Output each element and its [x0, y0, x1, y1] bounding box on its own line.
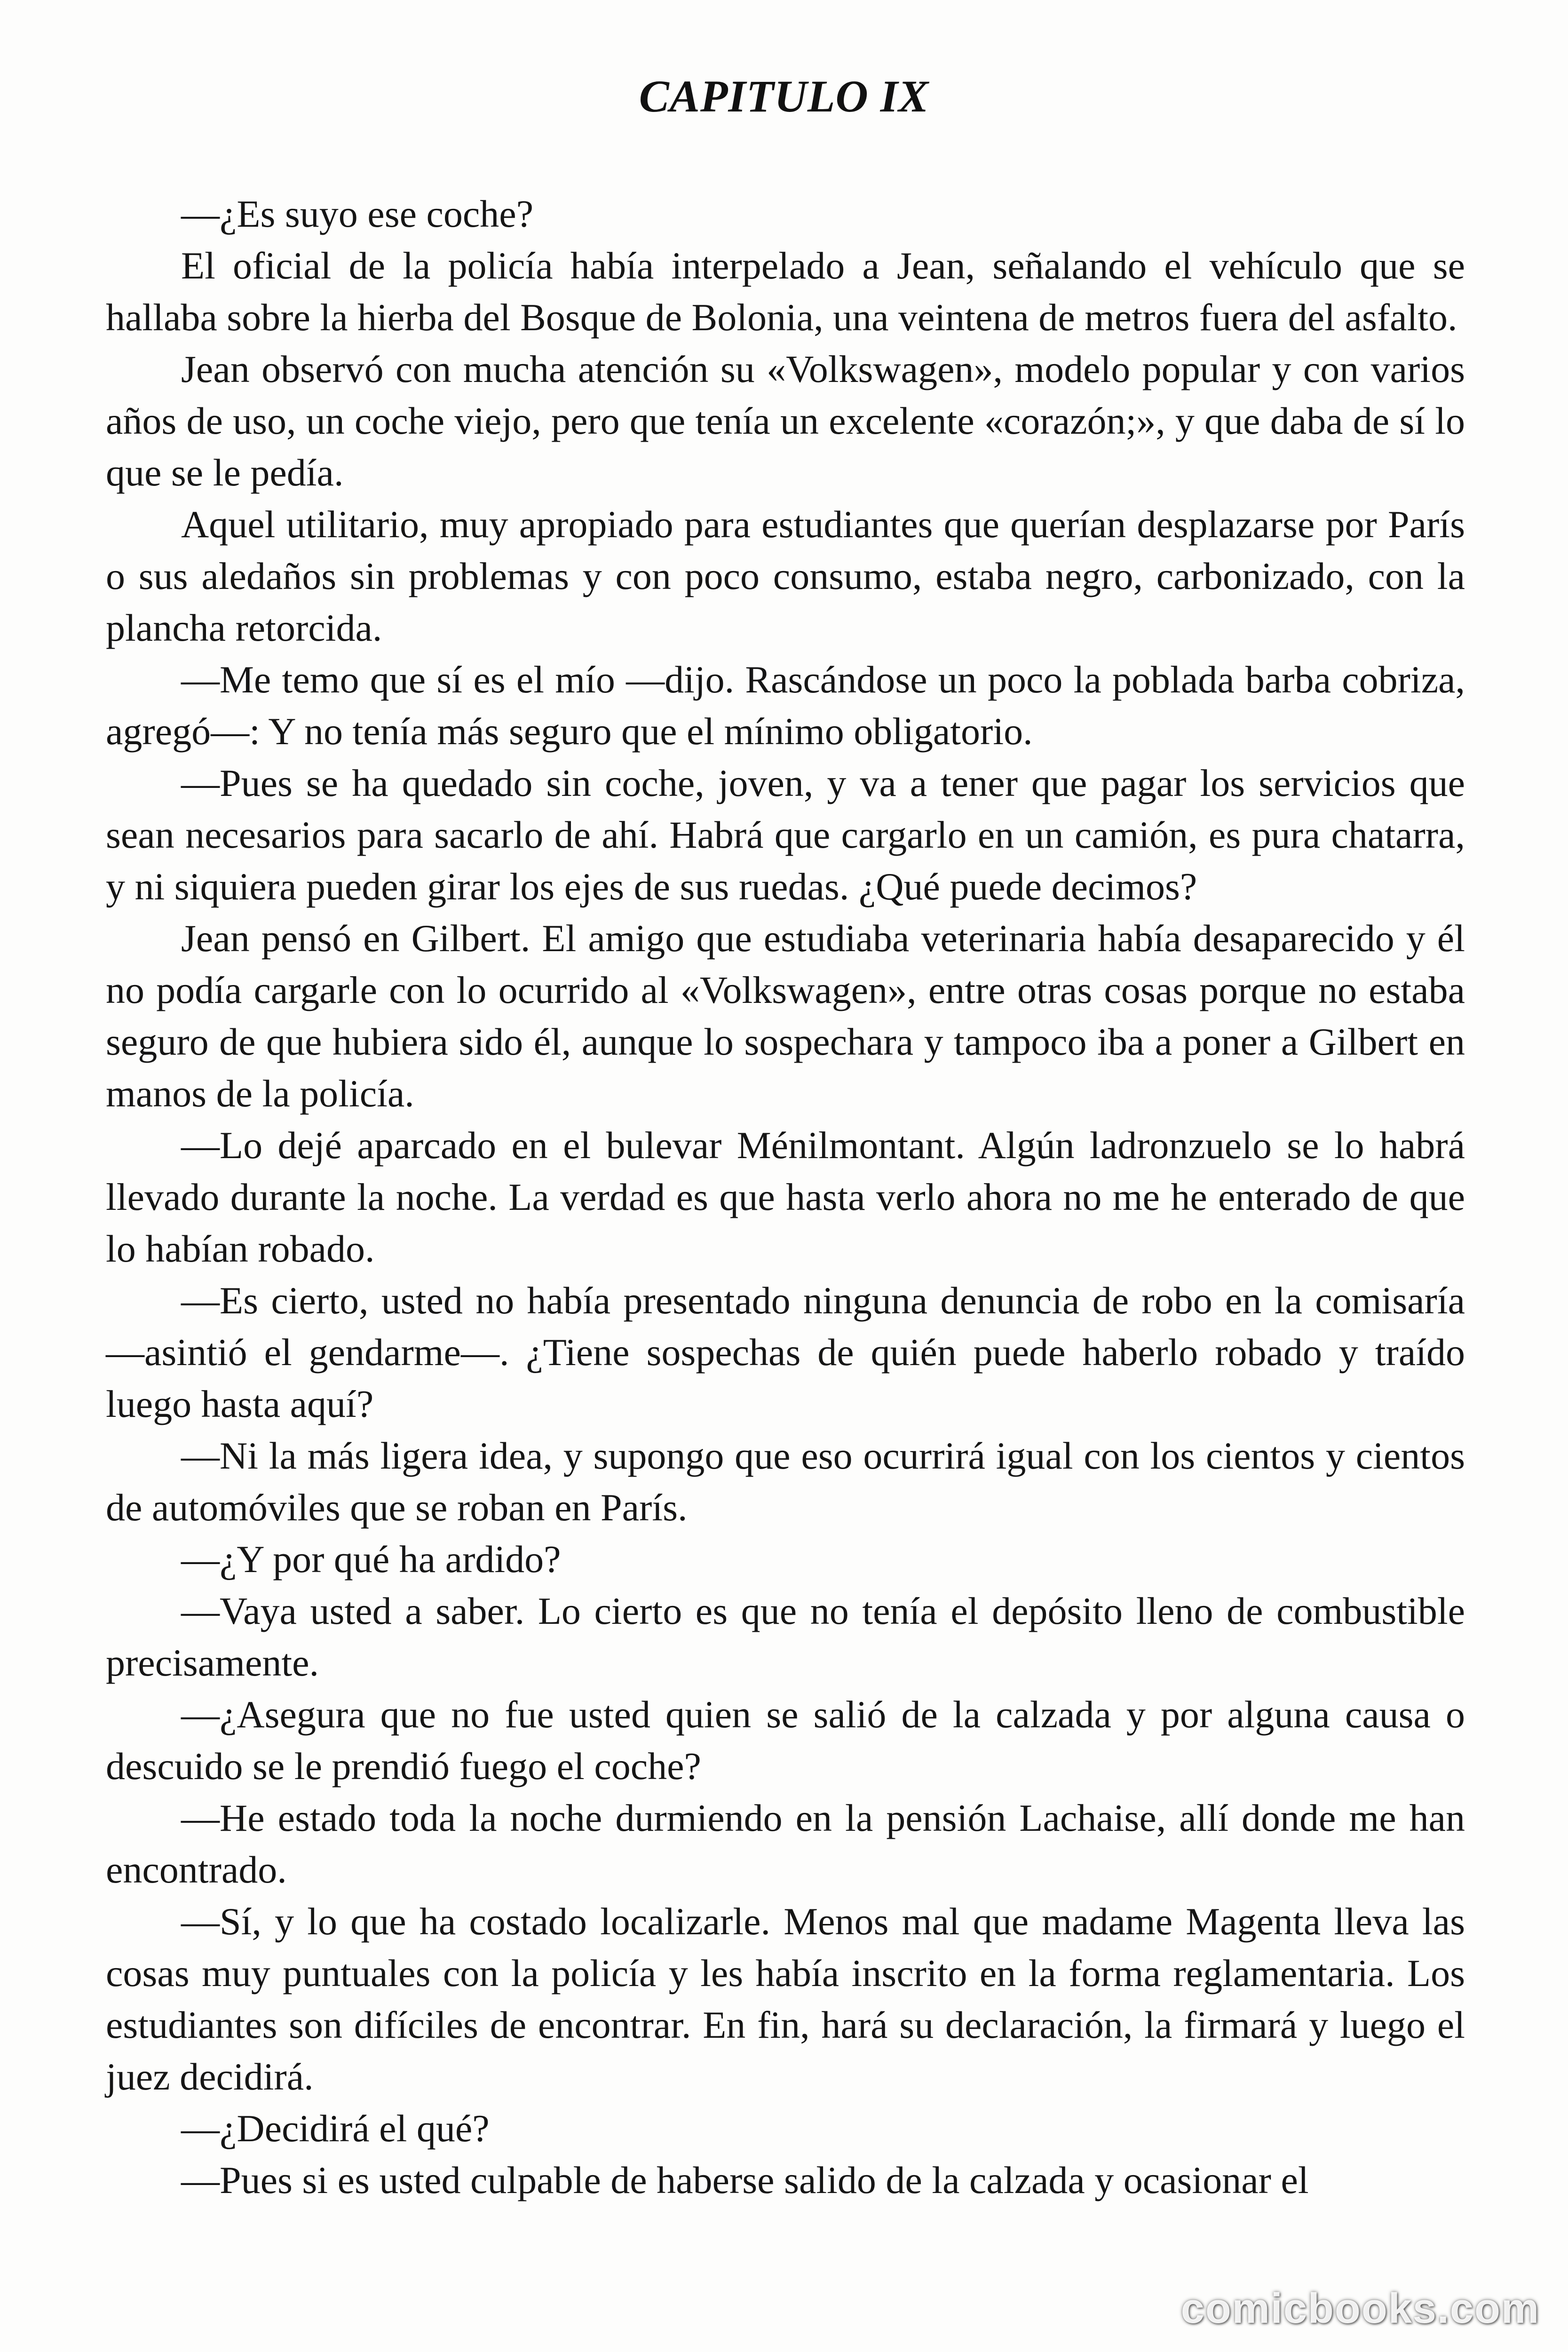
- paragraph: El oficial de la policía había interpelado a Jean, señalando el vehículo que se hallaba sobre la hierba del Bosque de Bolonia, una veintena de metros fuera del asfalto.: [106, 244, 1465, 339]
- chapter-text: [106, 188, 1465, 2206]
- paragraph: —Pues si es usted culpable de haberse salido de la calzada y ocasionar el: [181, 2159, 1309, 2201]
- paragraph: —He estado toda la noche durmiendo en la pensión Lachaise, allí donde me han encontrado.: [106, 1796, 1465, 1891]
- paragraph: —Ni la más ligera idea, y supongo que eso ocurrirá igual con los cientos y cientos de automóviles que se roban en París.: [106, 1434, 1465, 1529]
- paragraph: —¿Asegura que no fue usted quien se salió de la calzada y por alguna causa o descuido se le prendió fuego el coche?: [106, 1693, 1465, 1788]
- paragraph: Aquel utilitario, muy apropiado para estudiantes que querían desplazarse por París o sus aledaños sin problemas y con poco consumo, estaba negro, carbonizado, con la plancha retorcida.: [106, 503, 1465, 649]
- paragraph: —Me temo que sí es el mío —dijo. Rascándose un poco la poblada barba cobriza, agregó—: Y no tenía más seguro que el mínimo obligatorio.: [106, 658, 1465, 753]
- paragraph: —Pues se ha quedado sin coche, joven, y va a tener que pagar los servicios que sean necesarios para sacarlo de ahí. Habrá que cargarlo en un camión, es pura chatarra, y ni siquiera pueden girar los ejes de sus ruedas. ¿Qué puede decimos?: [106, 762, 1465, 908]
- paragraph: Jean observó con mucha atención su «Volkswagen», modelo popular y con varios años de uso, un coche viejo, pero que tenía un excelente «corazón;», y que daba de sí lo que se le pedía.: [106, 348, 1465, 494]
- paragraph: —Sí, y lo que ha costado localizarle. Menos mal que madame Magenta lleva las cosas muy puntuales con la policía y les había inscrito en la forma reglamentaria. Los estudiantes son difíciles de encontrar. En fin, hará su declaración, la firmará y luego el juez decidirá.: [106, 1900, 1465, 2098]
- paragraph: —¿Decidirá el qué?: [181, 2107, 490, 2150]
- watermark: comicbooks.com: [1180, 2285, 1540, 2332]
- paragraph: —¿Es suyo ese coche?: [181, 192, 534, 235]
- paragraph: —Lo dejé aparcado en el bulevar Ménilmontant. Algún ladronzuelo se lo habrá llevado durante la noche. La verdad es que hasta verlo ahora no me he enterado de que lo habían robado.: [106, 1124, 1465, 1270]
- paragraph: —Vaya usted a saber. Lo cierto es que no tenía el depósito lleno de combustible precisamente.: [106, 1589, 1465, 1684]
- paragraph: —Es cierto, usted no había presentado ninguna denuncia de robo en la comisaría —asintió el gendarme—. ¿Tiene sospechas de quién puede haberlo robado y traído luego hasta aquí?: [106, 1279, 1465, 1425]
- paragraph: —¿Y por qué ha ardido?: [181, 1538, 561, 1581]
- chapter-title: CAPITULO IX: [639, 71, 929, 121]
- paragraph: Jean pensó en Gilbert. El amigo que estudiaba veterinaria había desaparecido y él no podía cargarle con lo ocurrido al «Volkswagen», entre otras cosas porque no estaba seguro de que hubiera sido él, aunque lo sospechara y tampoco iba a poner a Gilbert en manos de la policía.: [106, 917, 1465, 1115]
